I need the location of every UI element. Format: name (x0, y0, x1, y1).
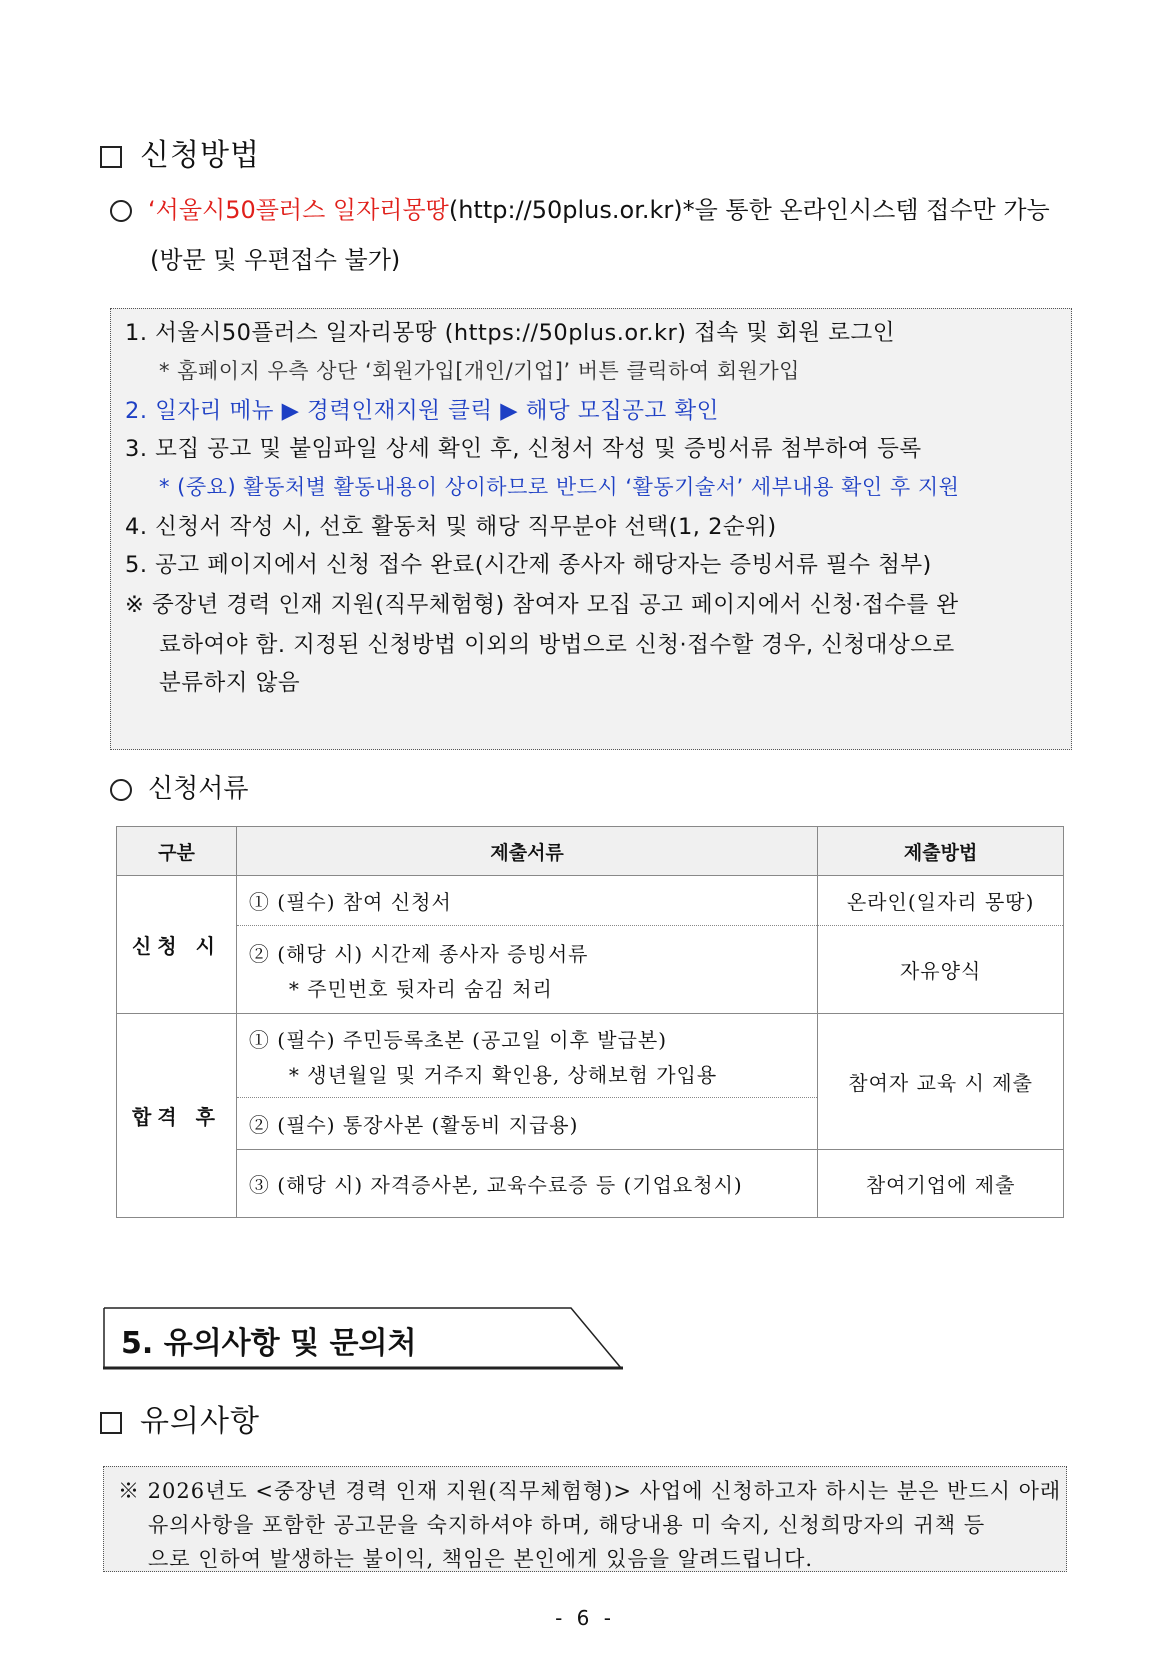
doc-apply-form: ① (필수) 참여 신청서 (236, 876, 817, 926)
application-steps-box (110, 308, 1072, 750)
circle-bullet-icon (110, 200, 132, 222)
step-1-note: * 홈페이지 우측 상단 ‘회원가입[개인/기업]’ 버튼 클릭하여 회원가입 (159, 359, 800, 383)
header-category: 구분 (117, 827, 237, 876)
method-free-form: 자유양식 (818, 926, 1064, 1014)
documents-heading: 신청서류 (110, 768, 248, 805)
table-header-row (117, 827, 1064, 876)
jobs-site-name: 서울시50플러스 일자리몽땅 (155, 196, 449, 224)
header-documents: 제출서류 (236, 827, 817, 876)
step-3: 3. 모집 공고 및 붙임파일 상세 확인 후, 신청서 작성 및 증빙서류 첨부하여 등록 (125, 436, 922, 462)
method-online: 온라인(일자리 몽땅) (818, 876, 1064, 926)
doc-parttime-note: * 주민번호 뒷자리 숨김 처리 (288, 976, 553, 1001)
method-at-training: 참여자 교육 시 제출 (818, 1014, 1064, 1150)
notice-line-3: 으로 인하여 발생하는 불이익, 책임은 본인에게 있음을 알려드립니다. (148, 1547, 814, 1571)
table-row (117, 876, 1064, 926)
method-to-company: 참여기업에 제출 (818, 1150, 1064, 1218)
doc-bankbook: ② (필수) 통장사본 (활동비 지급용) (236, 1098, 817, 1150)
apply-method-bullet: ‘서울시50플러스 일자리몽땅(http://50plus.or.kr)*을 통한 온라인시스템 접수만 가능 (110, 190, 1050, 225)
step-2: 2. 일자리 메뉴 ▶ 경력인재지원 클릭 ▶ 해당 모집공고 확인 (125, 398, 719, 424)
section-5-title: 5. 유의사항 및 문의처 (121, 1326, 417, 1361)
doc-parttime-proof: ② (해당 시) 시간제 종사자 증빙서류 * 주민번호 뒷자리 숨김 처리 (236, 926, 817, 1014)
notice-line-2: 유의사항을 포함한 공고문을 숙지하셔야 하며, 해당내용 미 숙지, 신청희망자의 귀책 등 (148, 1513, 986, 1537)
apply-method-heading: 신청방법 (100, 130, 260, 174)
doc-resident-abstract: ① (필수) 주민등록초본 (공고일 이후 발급본) * 생년월일 및 거주지 확인용, 상해보험 가입용 (236, 1014, 817, 1098)
category-after-pass: 합격 후 (117, 1014, 237, 1218)
table-row (117, 1150, 1064, 1218)
documents-table (116, 826, 1064, 1218)
step-5: 5. 공고 페이지에서 신청 접수 완료(시간제 종사자 해당자는 증빙서류 필수 첨부) (125, 552, 932, 578)
page-number: - 6 - (555, 1606, 615, 1630)
doc-resident-note: * 생년월일 및 거주지 확인용, 상해보험 가입용 (288, 1062, 718, 1087)
category-on-apply: 신청 시 (117, 876, 237, 1014)
caution-heading: 유의사항 (100, 1396, 260, 1440)
step-3-note: * (중요) 활동처별 활동내용이 상이하므로 반드시 ‘활동기술서’ 세부내용 확인 후 지원 (159, 475, 960, 499)
header-method: 제출방법 (818, 827, 1064, 876)
checkbox-square-icon (100, 146, 122, 168)
checkbox-square-icon (100, 1412, 122, 1434)
table-row (117, 926, 1064, 1014)
remark-line-3: 분류하지 않음 (159, 670, 301, 696)
step-4: 4. 신청서 작성 시, 선호 활동처 및 해당 직무분야 선택(1, 2순위) (125, 514, 777, 540)
step-1: 1. 서울시50플러스 일자리몽땅 (https://50plus.or.kr) 접속 및 회원 로그인 (125, 320, 896, 346)
remark-line-2: 료하여야 함. 지정된 신청방법 이외의 방법으로 신청·접수할 경우, 신청대상으로 (159, 632, 955, 658)
circle-bullet-icon (110, 779, 132, 801)
remark-line-1: ※ 중장년 경력 인재 지원(직무체험형) 참여자 모집 공고 페이지에서 신청·접수를 완 (125, 592, 959, 618)
table-row (117, 1014, 1064, 1098)
apply-method-bullet-line2: (방문 및 우편접수 불가) (150, 246, 401, 274)
doc-certificates: ③ (해당 시) 자격증사본, 교육수료증 등 (기업요청시) (236, 1150, 817, 1218)
section-5-title-tab (103, 1306, 623, 1370)
caution-notice-box (103, 1466, 1067, 1572)
notice-line-1: ※ 2026년도 <중장년 경력 인재 지원(직무체험형)> 사업에 신청하고자 하시는 분은 반드시 아래 (118, 1479, 1062, 1503)
